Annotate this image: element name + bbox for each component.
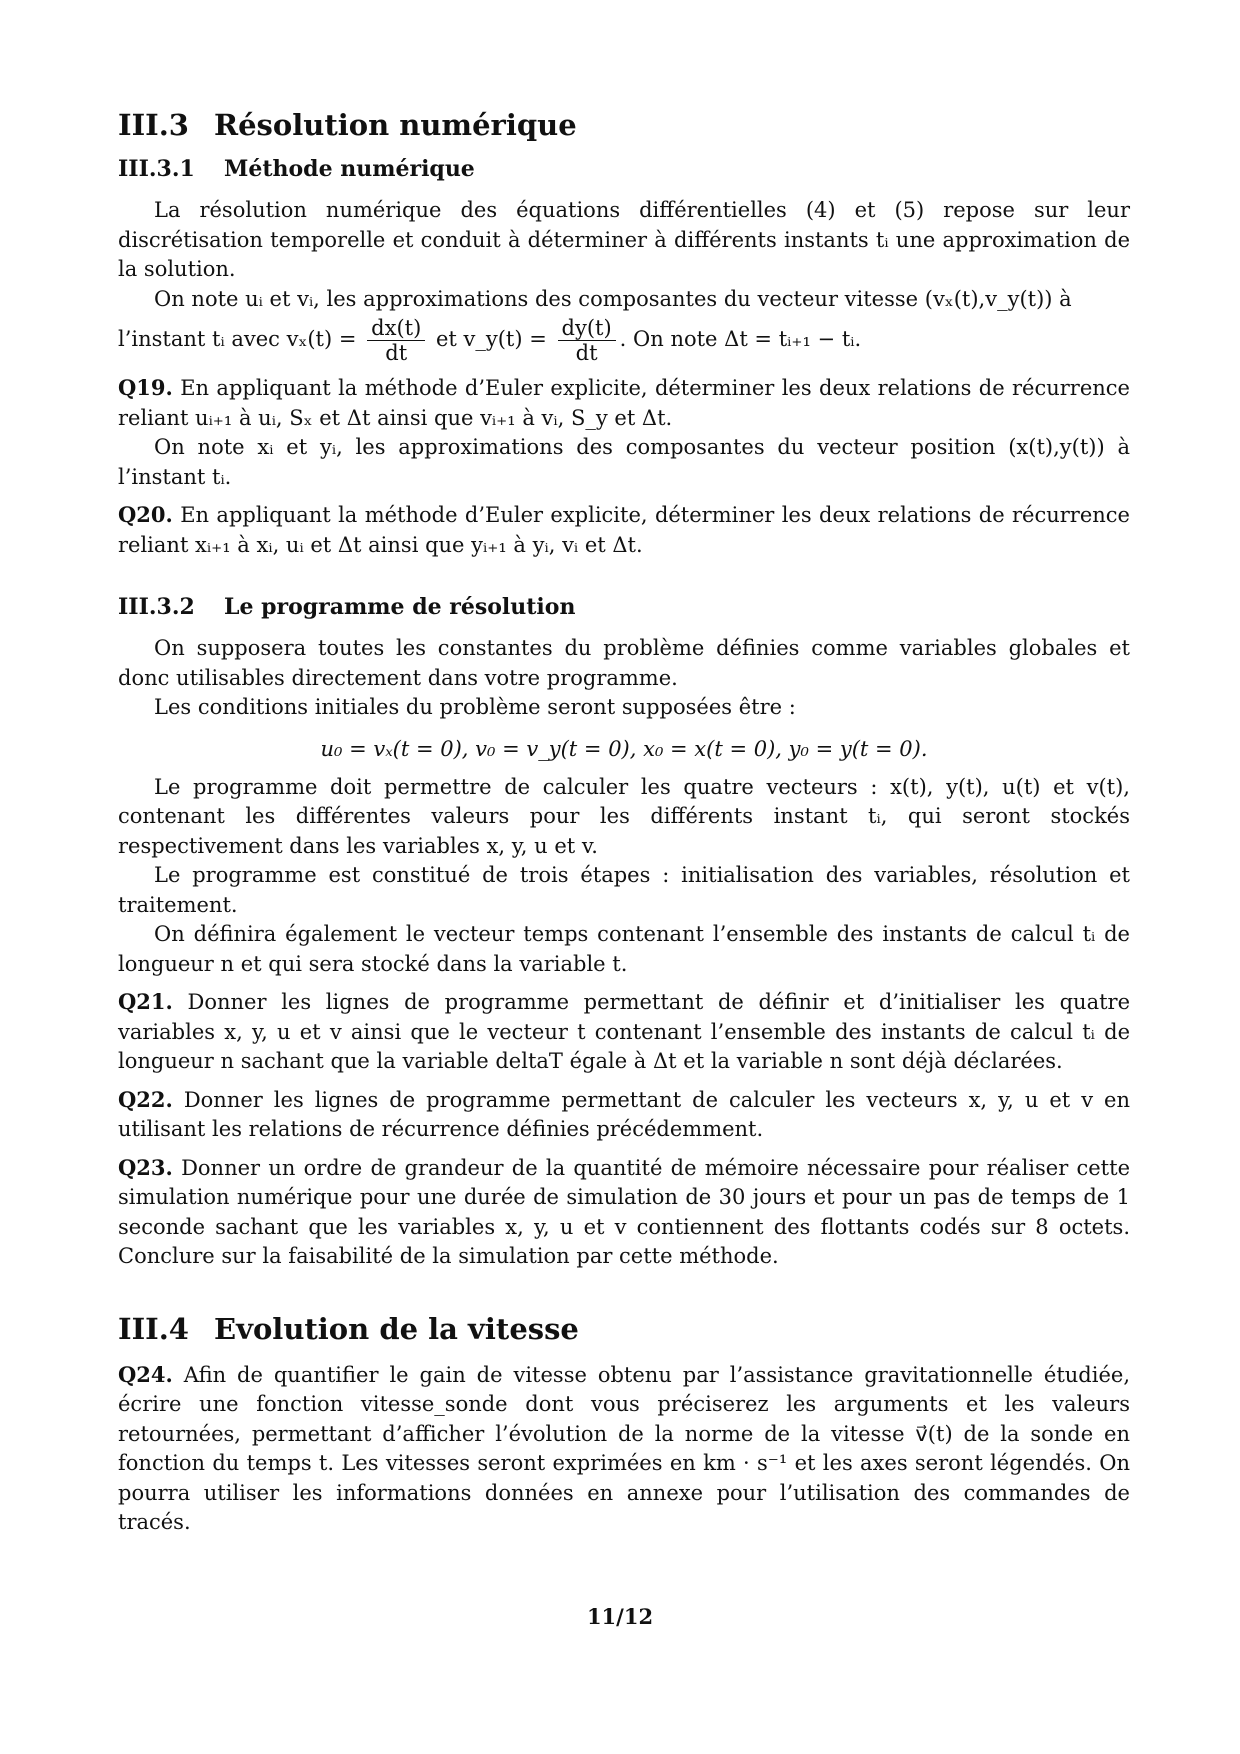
subsection-number: III.3.1: [118, 156, 195, 182]
fraction-denominator: dt: [575, 341, 598, 365]
inline-text: et v_y(t) =: [435, 327, 547, 351]
fraction-numerator: dy(t): [558, 316, 616, 341]
page-content: [118, 108, 1130, 1538]
fraction: [367, 316, 425, 365]
question-q23: [118, 1153, 1130, 1272]
section-number: III.3: [118, 108, 189, 142]
question-text: Donner les lignes de programme permettant de définir et d’initialiser les quatre variables x, y, u et v ainsi que le vecteur t contenant l’ensemble des instants de calcul tᵢ de longueur n sachant que la variable deltaT égale à Δt et la variable n sont déjà déclarées.: [118, 990, 1130, 1073]
section-heading: [118, 108, 1130, 142]
question-label: Q23.: [118, 1154, 173, 1180]
subsection-title: Méthode numérique: [224, 156, 475, 182]
question-text: Donner les lignes de programme permettant de calculer les vecteurs x, y, u et v en utilisant les relations de récurrence définies précédemment.: [118, 1087, 1130, 1141]
question-text: En appliquant la méthode d’Euler explicite, déterminer les deux relations de récurrence reliant uᵢ₊₁ à uᵢ, Sₓ et Δt ainsi que vᵢ₊₁ à vᵢ, S_y et Δt.: [118, 376, 1130, 430]
paragraph: On définira également le vecteur temps contenant l’ensemble des instants de calcul tᵢ de longueur n et qui sera stocké dans la variable t.: [118, 922, 1130, 976]
question-text: En appliquant la méthode d’Euler explicite, déterminer les deux relations de récurrence reliant xᵢ₊₁ à xᵢ, uᵢ et Δt ainsi que yᵢ₊₁ à yᵢ, vᵢ et Δt.: [118, 503, 1130, 557]
paragraph: Le programme doit permettre de calculer les quatre vecteurs : x(t), y(t), u(t) et v(t), contenant les différentes valeurs pour les différents instant tᵢ, qui seront stockés respectivement dans les variables x, y, u et v.: [118, 774, 1130, 858]
inline-text: . On note Δt = tᵢ₊₁ − tᵢ.: [619, 327, 862, 351]
subsection-heading: [118, 594, 1130, 620]
section-heading: [118, 1312, 1130, 1346]
paragraph-with-fractions: [118, 316, 1130, 365]
question-label: Q19.: [118, 375, 173, 400]
fraction: [558, 316, 616, 365]
paragraph: La résolution numérique des équations différentielles (4) et (5) repose sur leur discrétisation temporelle et conduit à déterminer à différents instants tᵢ une approximation de la solution.: [118, 198, 1130, 281]
question-q24: [118, 1360, 1130, 1538]
subsection-number: III.3.2: [118, 594, 195, 620]
fraction-denominator: dt: [385, 341, 408, 365]
subsection-title: Le programme de résolution: [224, 594, 576, 620]
paragraph: Le programme est constitué de trois étapes : initialisation des variables, résolution et traitement.: [118, 863, 1130, 917]
question-q20: [118, 500, 1130, 560]
question-text: Afin de quantifier le gain de vitesse obtenu par l’assistance gravitationnelle étudiée, écrire une fonction vitesse_sonde dont vous préciserez les arguments et les valeurs retournées, permettant d’afficher l’évolution de la norme de la vitesse v⃗(t) de la sonde en fonction du temps t. Les vitesses seront exprimées en km · s⁻¹ et les axes seront légendés. On pourra utiliser les informations données en annexe pour l’utilisation des commandes de tracés.: [118, 1362, 1130, 1534]
question-q19: [118, 373, 1130, 433]
section-number: III.4: [118, 1311, 189, 1346]
question-label: Q24.: [118, 1361, 173, 1387]
inline-text: l’instant tᵢ avec vₓ(t) =: [118, 327, 357, 351]
section-title: Evolution de la vitesse: [214, 1311, 579, 1346]
question-label: Q22.: [118, 1086, 173, 1112]
paragraph: Les conditions initiales du problème seront supposées être :: [154, 695, 796, 719]
question-q21: [118, 987, 1130, 1077]
fraction-numerator: dx(t): [367, 316, 425, 341]
question-q22: [118, 1085, 1130, 1145]
section-title: Résolution numérique: [214, 108, 577, 142]
display-equation: u₀ = vₓ(t = 0), v₀ = v_y(t = 0), x₀ = x(t = 0), y₀ = y(t = 0).: [320, 736, 928, 761]
paragraph: On note uᵢ et vᵢ, les approximations des composantes du vecteur vitesse (vₓ(t),v_y(t)) à: [154, 286, 1072, 311]
question-label: Q20.: [118, 502, 173, 527]
subsection-heading: [118, 156, 1130, 182]
question-text: Donner un ordre de grandeur de la quantité de mémoire nécessaire pour réaliser cette simulation numérique pour une durée de simulation de 30 jours et pour un pas de temps de 1 seconde sachant que les variables x, y, u et v contiennent des flottants codés sur 8 octets. Conclure sur la faisabilité de la simulation par cette méthode.: [118, 1155, 1130, 1268]
page-number: 11/12: [586, 1604, 654, 1629]
paragraph: On note xᵢ et yᵢ, les approximations des composantes du vecteur position (x(t),y(t)) à l’instant tᵢ.: [118, 435, 1130, 489]
paragraph: On supposera toutes les constantes du problème définies comme variables globales et donc utilisables directement dans votre programme.: [118, 636, 1130, 690]
question-label: Q21.: [118, 989, 173, 1014]
